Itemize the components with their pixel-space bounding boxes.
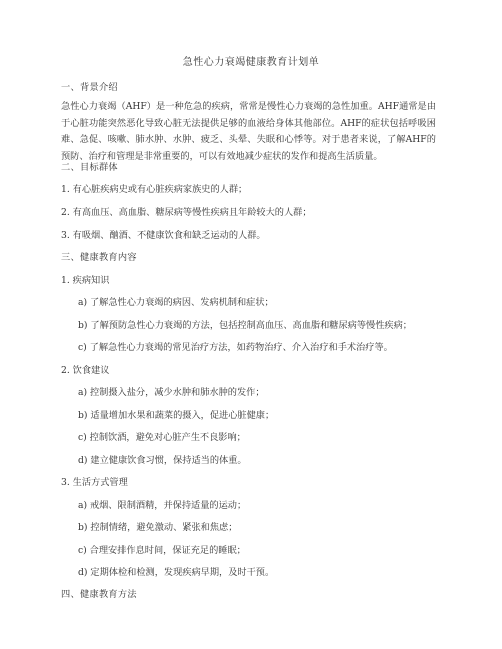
content-group-3-title: 3. 生活方式管理 <box>61 477 128 488</box>
content-group-1-item-c: c) 了解急性心力衰竭的常见治疗方法，如药物治疗、介入治疗和手术治疗等。 <box>78 342 393 353</box>
document-title: 急性心力衰竭健康教育计划单 <box>182 57 320 68</box>
content-group-2-item-a: a) 控制摄入盐分，减少水肿和肺水肿的发作； <box>78 387 265 398</box>
section-heading-background: 一、背景介绍 <box>61 82 118 93</box>
background-paragraph: 急性心力衰竭（AHF）是一种危急的疾病，常常是慢性心力衰竭的急性加重。AHF通常是由于心脏功能突然恶化导致心脏无法提供足够的血液给身体其他部位。AHF的症状包括呼吸困难、急促、咳嗽、肺水肿、水肿、疲乏、头晕、失眠和心悸等。对于患者来说，了解AHF的预防、治疗和管理是非常重要的，可以有效地减少症状的发作和提高生活质量。 <box>61 101 436 162</box>
content-group-1-item-a: a) 了解急性心力衰竭的病因、发病机制和症状； <box>78 297 274 308</box>
content-group-3-item-c: c) 合理安排作息时间，保证充足的睡眠； <box>78 545 246 556</box>
content-group-3-item-b: b) 控制情绪，避免激动、紧张和焦虑； <box>78 522 238 533</box>
content-group-2-item-d: d) 建立健康饮食习惯，保持适当的体重。 <box>78 455 247 466</box>
target-item-1: 1. 有心脏疾病史或有心脏疾病家族史的人群； <box>61 184 248 195</box>
section-heading-content: 三、健康教育内容 <box>61 252 137 263</box>
target-item-2: 2. 有高血压、高血脂、糖尿病等慢性疾病且年龄较大的人群； <box>61 207 312 218</box>
content-group-3-item-a: a) 戒烟、限制酒精，并保持适量的运动； <box>78 500 247 511</box>
content-group-1-title: 1. 疾病知识 <box>61 275 110 286</box>
section-heading-target: 二、目标群体 <box>61 162 118 173</box>
target-item-3: 3. 有吸烟、酗酒、不健康饮食和缺乏运动的人群。 <box>61 230 266 241</box>
section-heading-methods: 四、健康教育方法 <box>61 589 137 600</box>
content-group-2-item-c: c) 控制饮酒，避免对心脏产生不良影响； <box>78 432 246 443</box>
content-group-2-item-b: b) 适量增加水果和蔬菜的摄入，促进心脏健康； <box>78 410 275 421</box>
content-group-2-title: 2. 饮食建议 <box>61 365 110 376</box>
content-group-1-item-b: b) 了解预防急性心力衰竭的方法，包括控制高血压、高血脂和糖尿病等慢性疾病； <box>78 320 412 331</box>
content-group-3-item-d: d) 定期体检和检测，发现疾病早期，及时干预。 <box>78 567 275 578</box>
